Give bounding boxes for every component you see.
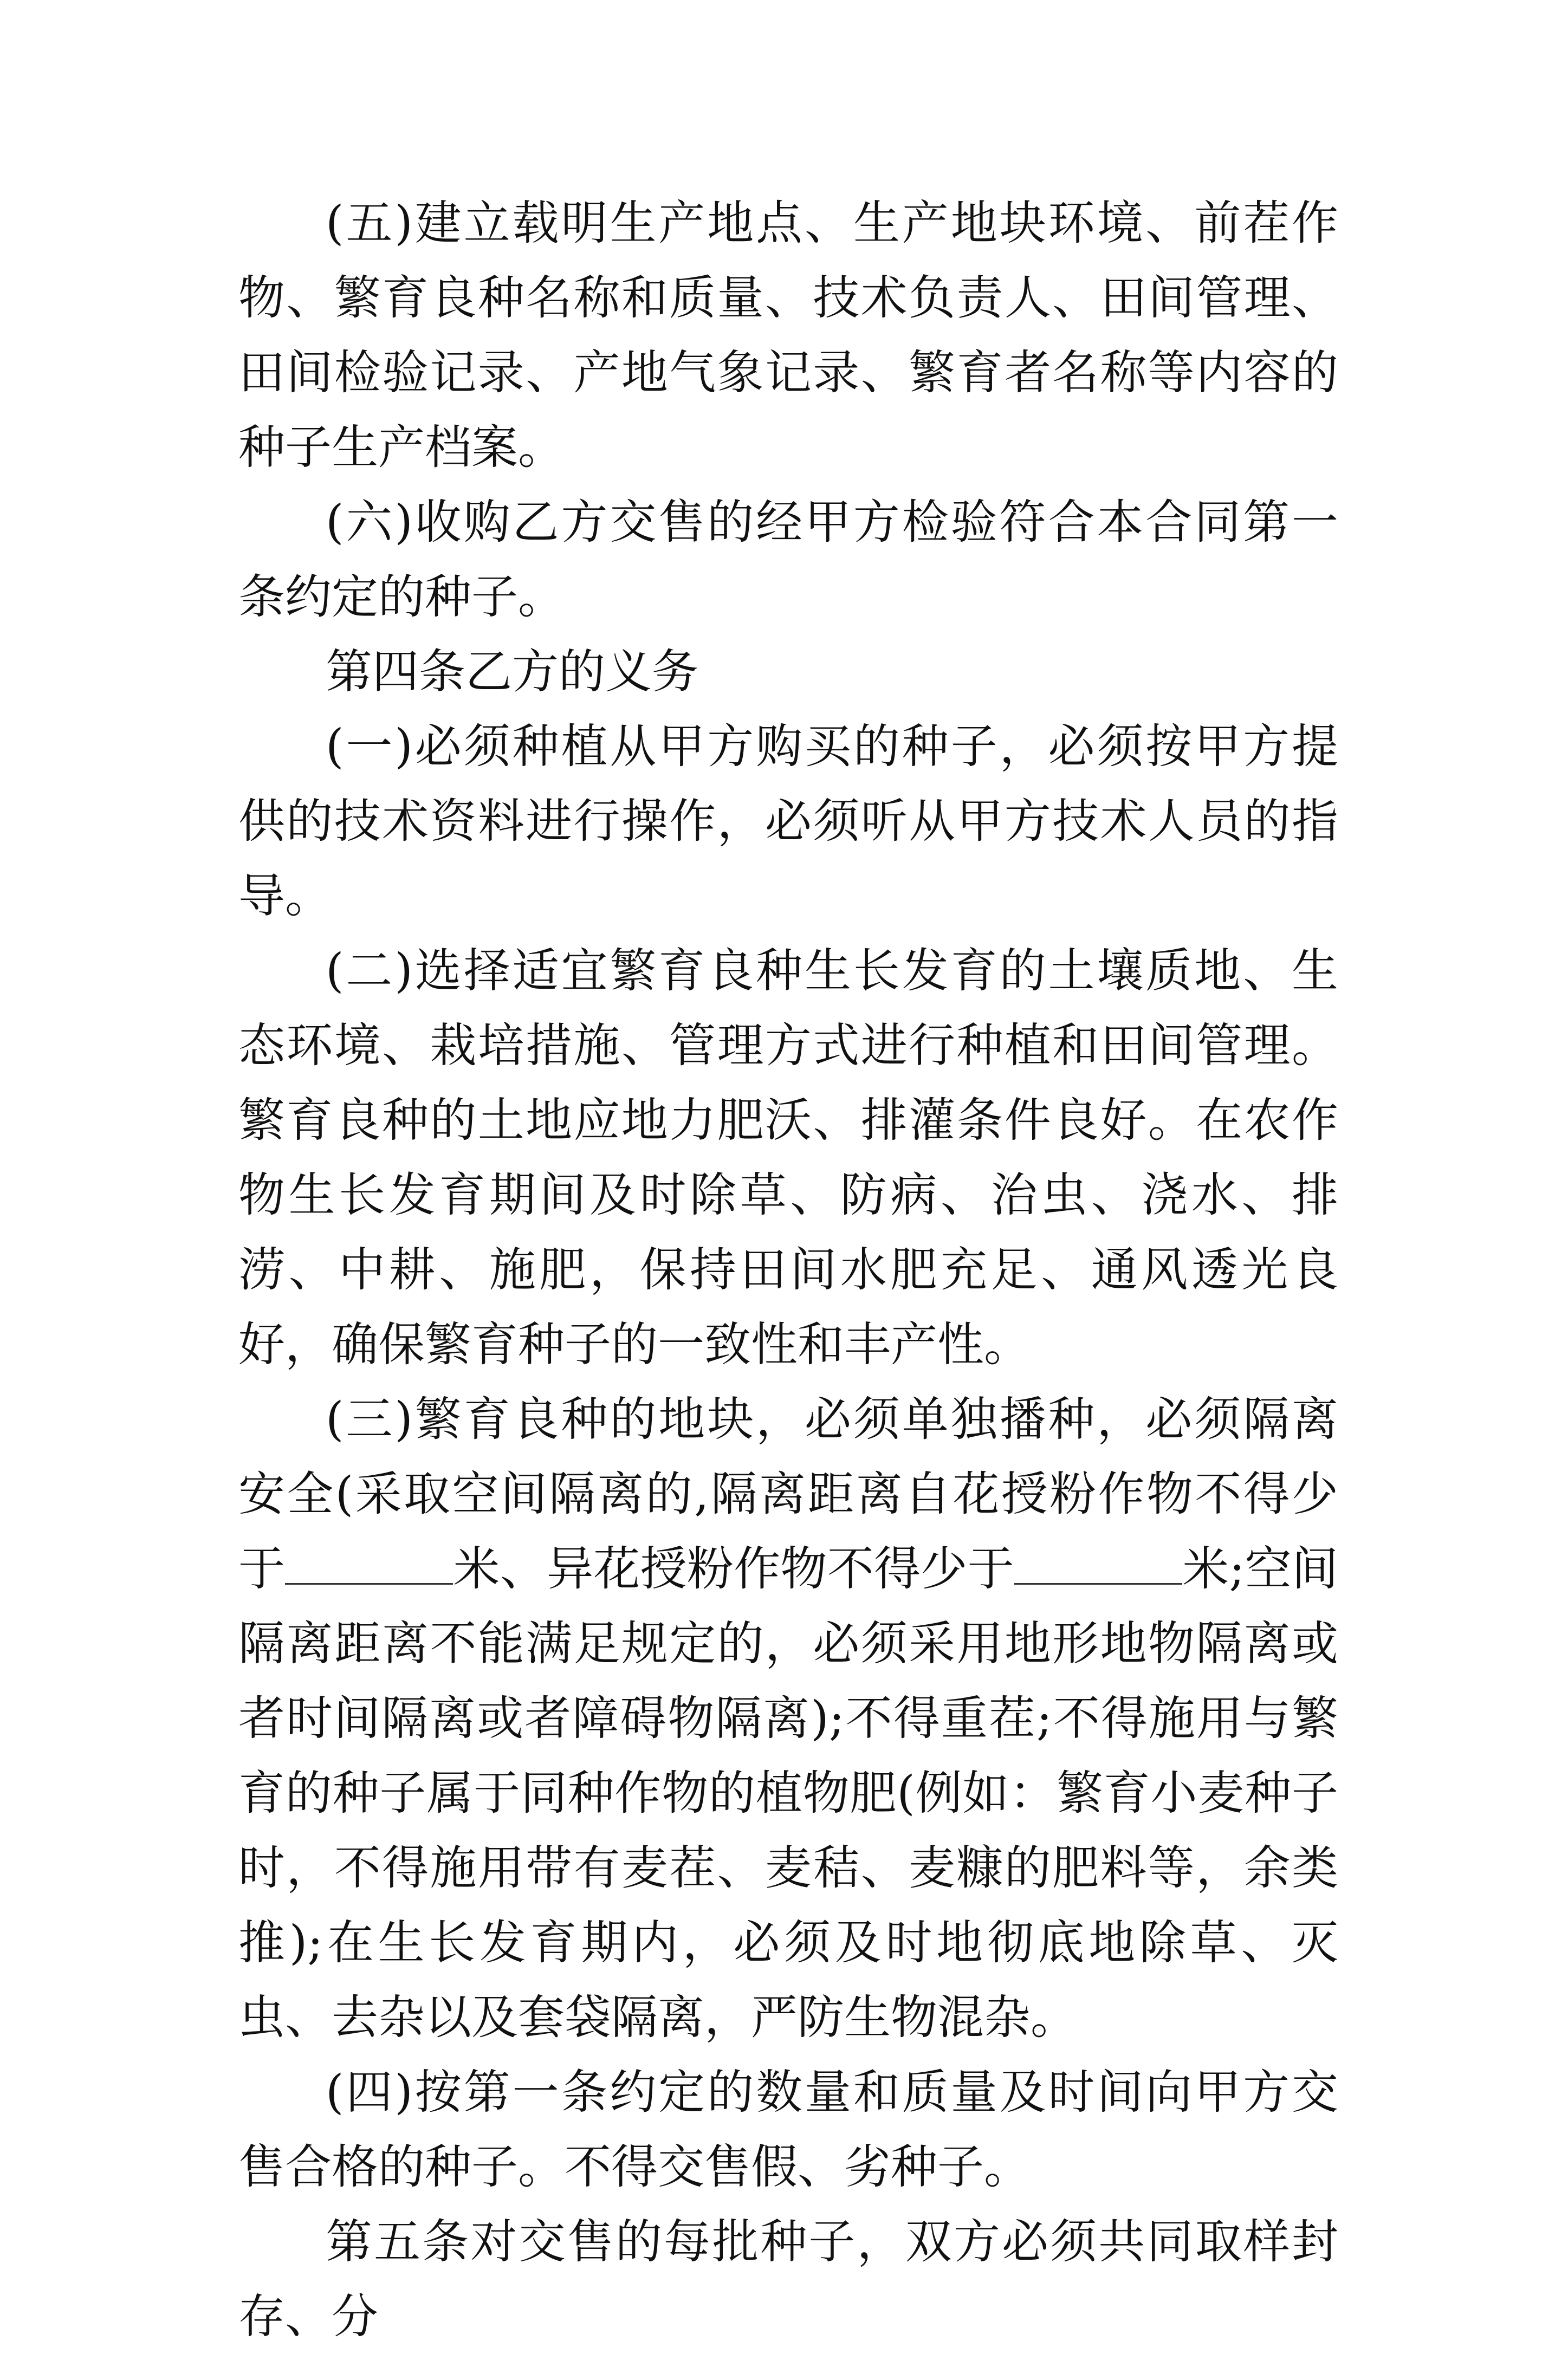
obligation-3-part3: 米;空间隔离距离不能满足规定的，必须采用地形地物隔离或者时间隔离或者障碍物隔离);不得重茬;不得施用与繁育的种子属于同种作物的植物肥(例如：繁育小麦种子时，不得施用带有麦茬、麦秸、麦糠的肥料等，余类推);在生长发育期内，必须及时地彻底地除草、灭虫、去杂以及套袋隔离，严防生物混杂。 <box>238 1542 1338 2045</box>
paragraph-5: (五)建立载明生产地点、生产地块环境、前茬作物、繁育良种名称和质量、技术负责人、田间管理、田间检验记录、产地气象记录、繁育者名称等内容的种子生产档案。 <box>238 196 1338 475</box>
paragraph-6: (六)收购乙方交售的经甲方检验符合本合同第一条约定的种子。 <box>238 495 1338 624</box>
obligation-4: (四)按第一条约定的数量和质量及时间向甲方交售合格的种子。不得交售假、劣种子。 <box>238 2065 1338 2194</box>
blank-cross-pollination-distance[interactable] <box>1014 1545 1182 1585</box>
document-body <box>238 186 1338 2354</box>
obligation-3 <box>238 1382 1338 2055</box>
obligation-3-part1: (三)繁育良种的地块，必须单独播种，必须隔离安全(采取空间隔离的,隔离距离自花授粉作物不得少于 <box>238 1392 1338 1596</box>
blank-self-pollination-distance[interactable] <box>285 1545 453 1585</box>
article-5: 第五条对交售的每批种子，双方必须共同取样封存、分 <box>238 2215 1338 2344</box>
obligation-2: (二)选择适宜繁育良种生长发育的土壤质地、生态环境、栽培措施、管理方式进行种植和田间管理。繁育良种的土地应地力肥沃、排灌条件良好。在农作物生长发育期间及时除草、防病、治虫、浇水、排涝、中耕、施肥，保持田间水肥充足、通风透光良好，确保繁育种子的一致性和丰产性。 <box>238 944 1338 1372</box>
article-4-heading: 第四条乙方的义务 <box>326 645 698 699</box>
obligation-1: (一)必须种植从甲方购买的种子，必须按甲方提供的技术资料进行操作，必须听从甲方技术人员的指导。 <box>238 719 1338 923</box>
obligation-3-part2: 米、异花授粉作物不得少于 <box>453 1542 1014 1596</box>
